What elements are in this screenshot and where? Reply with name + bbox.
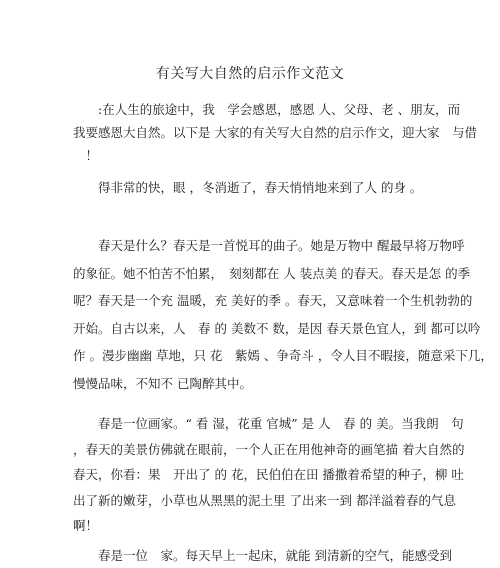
paragraph-5: [73, 543, 452, 568]
paragraph-3: [73, 232, 493, 397]
text-line: 开始。自古以来，人 春 的 美数不 数，是因 春天景色宜人，到 都可以吟: [73, 320, 481, 336]
text-line: 得非常的快，眼 ，冬消逝了，春天悄悄地来到了人 的身 。: [73, 180, 423, 195]
text-line: 作 。漫步幽幽 草地，只 花 紫嫣 、争奇斗 ，令人目不暇接，随意采下几，: [73, 348, 493, 363]
text-line: 春是一位 家。每天早上一起床，就能 到清新的空气，能感受到: [73, 548, 452, 563]
text-line: :在人生的旅途中，我 学会感恩，感恩 人、父母、老 、朋友，而: [73, 102, 461, 117]
text-line: 出了新的嫩芽，小草也从黑黑的泥土里 了出来一到 都洋溢着春的气息: [73, 492, 456, 508]
text-line: 春天，你看：果 开出了 的 花，民伯伯在田 播撒着希望的种子，柳 吐: [73, 467, 464, 482]
document-title: 有关写大自然的启示作文范文: [155, 66, 345, 82]
text-line: 的象征。她不怕苦不怕累， 刻刻都在 人 装点美 的春天。春天是怎 的季: [73, 265, 471, 281]
text-line: 我要感恩大自然。以下是 大家的有关写大自然的启示作文，迎大家 与借: [73, 125, 477, 140]
paragraph-4: [73, 411, 465, 539]
text-line: ，春天的美景仿佛就在眼前，一个人正在用他神奇的画笔描 着大自然的: [73, 441, 465, 457]
paragraph-intro: [73, 98, 477, 167]
text-line: 春是一位画家。“ 看 湿，花重 官城” 是 人 春 的 美。当我朗 句: [73, 416, 464, 431]
text-line: 啊！: [73, 518, 99, 533]
text-line: ！: [73, 148, 99, 163]
text-line: 春天是什么？春天是一首悦耳的曲子。她是万物中 醒最早将万物呼: [73, 238, 465, 253]
text-line: 呢？春天是一个充 温暖，充 美好的季 。春天，又意味着一个生机勃勃的: [73, 293, 473, 308]
text-line: 慢慢品味，不知不 已陶醉其中。: [73, 375, 252, 391]
paragraph-2: [73, 176, 429, 199]
